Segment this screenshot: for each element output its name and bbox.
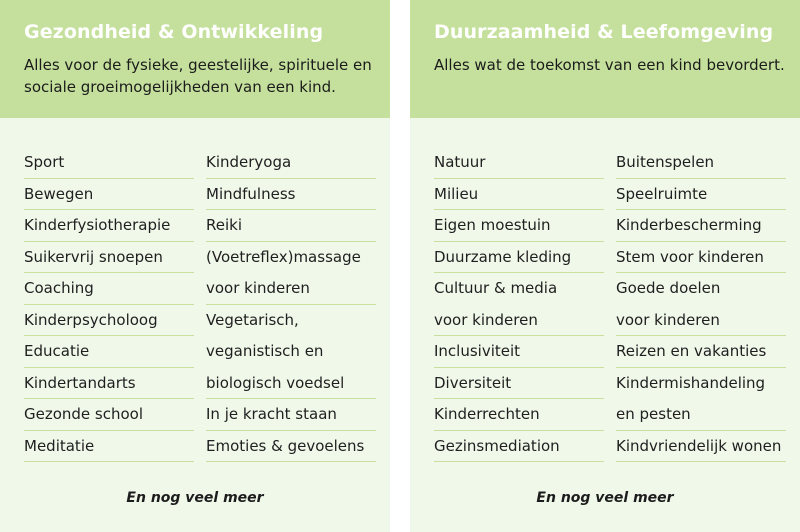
list-item: Kinderpsycholoog (24, 305, 194, 337)
list-item: In je kracht staan (206, 399, 376, 431)
list-item: Gezonde school (24, 399, 194, 431)
list-item: Kinderyoga (206, 147, 376, 179)
list-item: voor kinderen (434, 305, 604, 337)
topic-column-2 (206, 147, 376, 462)
list-item: Vegetarisch, (206, 310, 299, 329)
card-description: Alles voor de fysieke, geestelijke, spirituele en sociale groeimogelijkheden van een kind. (24, 56, 372, 96)
list-item: biologisch voedsel (206, 368, 376, 400)
card-header (0, 0, 390, 118)
list-item: Bewegen (24, 179, 194, 211)
list-item: voor kinderen (206, 273, 376, 305)
card-header (410, 0, 800, 118)
list-item: Meditatie (24, 431, 194, 463)
list-item: Inclusiviteit (434, 336, 604, 368)
list-item: Goede doelen (616, 279, 721, 297)
card-health-development (0, 0, 390, 532)
list-item: Speelruimte (616, 179, 786, 211)
card-description: Alles wat de toekomst van een kind bevordert. (434, 56, 785, 74)
topic-column-1 (24, 147, 194, 462)
list-item: veganistisch en (206, 342, 324, 360)
list-item: Stem voor kinderen (616, 242, 786, 274)
more-note: En nog veel meer (536, 490, 674, 506)
card-title: Duurzaamheid & Leefomgeving (434, 21, 774, 43)
list-item: Reiki (206, 210, 376, 242)
list-item: Natuur (434, 147, 604, 179)
topic-column-1 (434, 147, 604, 462)
more-note: En nog veel meer (126, 490, 264, 506)
list-item: Emoties & gevoelens (206, 431, 376, 463)
list-item: Kinderfysiotherapie (24, 210, 194, 242)
list-item: Suikervrij snoepen (24, 242, 194, 274)
list-item: Kindertandarts (24, 368, 194, 400)
topic-column-2 (616, 147, 786, 462)
list-item: Educatie (24, 336, 194, 368)
list-item: Kinderrechten (434, 399, 604, 431)
list-item: voor kinderen (616, 305, 786, 337)
list-item: Diversiteit (434, 368, 604, 400)
card-title: Gezondheid & Ontwikkeling (24, 21, 324, 43)
list-item: Sport (24, 147, 194, 179)
list-item: Gezinsmediation (434, 431, 604, 463)
list-item: Duurzame kleding (434, 242, 604, 274)
card-sustainability-environment (410, 0, 800, 532)
list-item: Kindvriendelijk wonen (616, 431, 786, 463)
list-item: Kindermishandeling (616, 373, 766, 392)
list-item: Reizen en vakanties (616, 336, 786, 368)
list-item: Cultuur & media (434, 279, 558, 297)
list-item: Coaching (24, 273, 194, 305)
list-item: Kinderbescherming (616, 210, 786, 242)
list-item: (Voetreflex)massage (206, 247, 361, 266)
list-item: Buitenspelen (616, 147, 786, 179)
list-item: Eigen moestuin (434, 210, 604, 242)
list-item: Milieu (434, 179, 604, 211)
list-item: en pesten (616, 399, 786, 431)
list-item: Mindfulness (206, 179, 376, 211)
